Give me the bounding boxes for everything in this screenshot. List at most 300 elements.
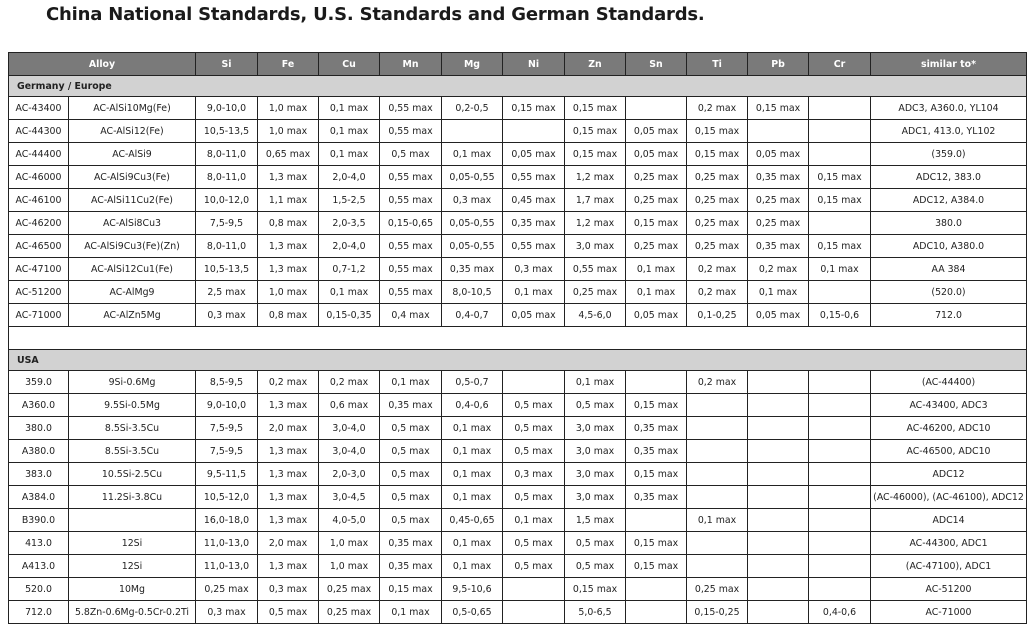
table-cell: 8,5-9,5	[196, 371, 258, 394]
table-cell: 0,25 max	[319, 578, 380, 601]
table-cell: 3,0-4,0	[319, 440, 380, 463]
table-cell: 1,5 max	[565, 509, 626, 532]
table-cell: 0,55 max	[503, 166, 565, 189]
table-cell: 0,5 max	[380, 486, 442, 509]
table-cell: 0,15-0,25	[687, 601, 748, 624]
table-cell: 0,1 max	[626, 258, 687, 281]
table-cell: 0,5 max	[503, 486, 565, 509]
table-cell: 0,2-0,5	[442, 97, 503, 120]
table-cell	[626, 97, 687, 120]
table-cell: 0,25 max	[748, 189, 809, 212]
table-cell	[687, 440, 748, 463]
table-cell: 0,35 max	[626, 440, 687, 463]
section-header	[9, 350, 1027, 371]
table-cell: 0,15 max	[380, 578, 442, 601]
alloy-standards-table	[8, 52, 1027, 624]
table-cell: 1,7 max	[565, 189, 626, 212]
table-cell: 0,05-0,55	[442, 212, 503, 235]
table-row	[9, 509, 1027, 532]
table-cell: 0,1 max	[442, 532, 503, 555]
table-cell: 7,5-9,5	[196, 417, 258, 440]
table-cell: 0,55 max	[380, 189, 442, 212]
table-cell: 10.5Si-2.5Cu	[69, 463, 196, 486]
header-zn: Zn	[565, 53, 626, 76]
table-cell: 10,5-12,0	[196, 486, 258, 509]
table-cell: 359.0	[9, 371, 69, 394]
table-cell: 0,1 max	[380, 601, 442, 624]
table-cell: 1,3 max	[258, 509, 319, 532]
header-mn: Mn	[380, 53, 442, 76]
table-cell: 0,3 max	[442, 189, 503, 212]
table-cell: 0,55 max	[565, 258, 626, 281]
table-cell	[809, 417, 871, 440]
table-cell: AC-46200	[9, 212, 69, 235]
table-cell: 9Si-0.6Mg	[69, 371, 196, 394]
table-cell: 0,1 max	[442, 486, 503, 509]
table-cell: 0,1 max	[565, 371, 626, 394]
table-cell: 0,15 max	[809, 235, 871, 258]
table-cell: 2,0 max	[258, 417, 319, 440]
table-cell: 0,5 max	[503, 417, 565, 440]
table-cell: (AC-47100), ADC1	[871, 555, 1027, 578]
table-row	[9, 532, 1027, 555]
table-cell: 9,5-11,5	[196, 463, 258, 486]
table-row	[9, 189, 1027, 212]
table-cell: 0,8 max	[258, 304, 319, 327]
table-cell: 3,0 max	[565, 440, 626, 463]
table-cell: 0,1 max	[442, 417, 503, 440]
table-cell: 0,3 max	[196, 601, 258, 624]
table-cell: 0,5 max	[503, 440, 565, 463]
table-cell	[626, 601, 687, 624]
table-cell	[809, 281, 871, 304]
table-cell: 9,0-10,0	[196, 97, 258, 120]
table-cell: 0,3 max	[503, 463, 565, 486]
table-cell: 10Mg	[69, 578, 196, 601]
table-cell: 0,15 max	[809, 166, 871, 189]
table-cell: 0,05-0,55	[442, 166, 503, 189]
table-cell: ADC12, A384.0	[871, 189, 1027, 212]
header-similar-to: similar to*	[871, 53, 1027, 76]
table-cell: 0,15 max	[565, 97, 626, 120]
table-cell: 0,5 max	[380, 509, 442, 532]
table-cell	[748, 394, 809, 417]
table-cell: 0,25 max	[626, 166, 687, 189]
table-cell: 0,5 max	[503, 555, 565, 578]
table-cell: 0,15 max	[626, 212, 687, 235]
table-cell: AC-43400, ADC3	[871, 394, 1027, 417]
table-cell: 0,1 max	[748, 281, 809, 304]
table-cell: A380.0	[9, 440, 69, 463]
table-cell: 0,6 max	[319, 394, 380, 417]
table-cell: ADC10, A380.0	[871, 235, 1027, 258]
table-cell: 0,5 max	[380, 463, 442, 486]
table-cell: 520.0	[9, 578, 69, 601]
table-cell: 0,1 max	[442, 440, 503, 463]
table-cell: 0,25 max	[687, 235, 748, 258]
table-cell: 0,5-0,7	[442, 371, 503, 394]
table-cell: AC-51200	[9, 281, 69, 304]
table-cell: 0,5 max	[565, 394, 626, 417]
table-cell	[748, 440, 809, 463]
table-row	[9, 601, 1027, 624]
table-cell: 0,4-0,6	[442, 394, 503, 417]
table-cell: 0,2 max	[687, 97, 748, 120]
table-cell: AC-AlSi12(Fe)	[69, 120, 196, 143]
table-cell: 2,0 max	[258, 532, 319, 555]
table-cell: 0,55 max	[380, 120, 442, 143]
table-row	[9, 578, 1027, 601]
table-cell	[503, 120, 565, 143]
table-cell: 0,35 max	[748, 235, 809, 258]
table-cell: AC-AlSi9	[69, 143, 196, 166]
table-cell: 0,1 max	[503, 509, 565, 532]
table-cell	[748, 371, 809, 394]
table-cell: 0,1 max	[626, 281, 687, 304]
table-cell: ADC12	[871, 463, 1027, 486]
table-cell: 0,4-0,6	[809, 601, 871, 624]
table-cell: 0,2 max	[687, 281, 748, 304]
table-cell: 0,65 max	[258, 143, 319, 166]
table-cell: 0,8 max	[258, 212, 319, 235]
table-row	[9, 166, 1027, 189]
table-cell: 0,35 max	[380, 394, 442, 417]
table-cell: 0,5 max	[380, 417, 442, 440]
table-cell: 1,2 max	[565, 166, 626, 189]
table-cell: 0,5 max	[565, 532, 626, 555]
table-cell	[809, 212, 871, 235]
table-row	[9, 258, 1027, 281]
table-cell	[626, 578, 687, 601]
table-cell	[748, 509, 809, 532]
table-cell	[748, 417, 809, 440]
table-cell: 0,5 max	[258, 601, 319, 624]
table-cell: 0,25 max	[626, 235, 687, 258]
table-cell: 9,5-10,6	[442, 578, 503, 601]
table-cell: 0,1 max	[442, 555, 503, 578]
table-cell: 7,5-9,5	[196, 440, 258, 463]
table-cell: 0,1 max	[442, 143, 503, 166]
table-cell: 2,5 max	[196, 281, 258, 304]
table-cell: (359.0)	[871, 143, 1027, 166]
section-label: USA	[9, 350, 1027, 371]
table-row	[9, 281, 1027, 304]
table-cell	[809, 394, 871, 417]
table-cell: AC-AlSi9Cu3(Fe)	[69, 166, 196, 189]
table-cell: 0,35 max	[748, 166, 809, 189]
table-cell	[687, 555, 748, 578]
header-alloy: Alloy	[9, 53, 196, 76]
table-cell: 380.0	[871, 212, 1027, 235]
table-cell	[809, 463, 871, 486]
table-cell	[809, 440, 871, 463]
table-cell: AC-AlSi12Cu1(Fe)	[69, 258, 196, 281]
header-si: Si	[196, 53, 258, 76]
table-cell: AC-AlMg9	[69, 281, 196, 304]
table-cell: AA 384	[871, 258, 1027, 281]
table-cell: (520.0)	[871, 281, 1027, 304]
table-cell: 0,1 max	[442, 463, 503, 486]
table-cell: 0,55 max	[503, 235, 565, 258]
table-cell: 1,0 max	[258, 281, 319, 304]
table-cell: A384.0	[9, 486, 69, 509]
table-cell: 5,0-6,5	[565, 601, 626, 624]
table-cell: 11,0-13,0	[196, 532, 258, 555]
table-cell	[626, 371, 687, 394]
table-cell: 0,15 max	[626, 463, 687, 486]
table-cell	[809, 555, 871, 578]
table-cell	[748, 555, 809, 578]
table-cell: 0,3 max	[503, 258, 565, 281]
table-cell: 0,2 max	[687, 371, 748, 394]
table-cell: 12Si	[69, 532, 196, 555]
table-cell: 413.0	[9, 532, 69, 555]
table-cell: 11,0-13,0	[196, 555, 258, 578]
table-cell	[503, 601, 565, 624]
table-cell: 0,5 max	[380, 143, 442, 166]
table-cell	[687, 417, 748, 440]
table-cell: 1,3 max	[258, 555, 319, 578]
table-cell: 0,1 max	[809, 258, 871, 281]
table-cell: 0,15 max	[565, 578, 626, 601]
table-row	[9, 304, 1027, 327]
table-cell: AC-46200, ADC10	[871, 417, 1027, 440]
header-row	[9, 53, 1027, 76]
table-cell: 1,0 max	[319, 555, 380, 578]
table-cell: 0,25 max	[687, 578, 748, 601]
header-ti: Ti	[687, 53, 748, 76]
table-cell: 0,45 max	[503, 189, 565, 212]
table-cell: 8.5Si-3.5Cu	[69, 417, 196, 440]
table-cell: AC-AlZn5Mg	[69, 304, 196, 327]
table-row	[9, 555, 1027, 578]
table-cell	[69, 509, 196, 532]
table-row	[9, 143, 1027, 166]
table-cell: 0,35 max	[380, 532, 442, 555]
table-cell: ADC12, 383.0	[871, 166, 1027, 189]
table-cell: 1,3 max	[258, 166, 319, 189]
table-row	[9, 440, 1027, 463]
table-cell: 712.0	[9, 601, 69, 624]
table-cell: 0,05 max	[748, 143, 809, 166]
table-cell: 1,0 max	[258, 97, 319, 120]
table-cell: 0,1 max	[319, 281, 380, 304]
table-cell: 0,05 max	[503, 304, 565, 327]
table-cell	[809, 578, 871, 601]
table-row	[9, 463, 1027, 486]
header-cr: Cr	[809, 53, 871, 76]
table-cell: 3,0-4,0	[319, 417, 380, 440]
table-cell: 0,15-0,35	[319, 304, 380, 327]
table-cell: 1,3 max	[258, 258, 319, 281]
table-cell: 0,15 max	[809, 189, 871, 212]
table-row	[9, 235, 1027, 258]
table-cell: 0,4 max	[380, 304, 442, 327]
table-cell: 0,15-0,6	[809, 304, 871, 327]
table-cell: 1,1 max	[258, 189, 319, 212]
table-cell: 0,25 max	[565, 281, 626, 304]
header-fe: Fe	[258, 53, 319, 76]
section-header	[9, 76, 1027, 97]
table-cell: 0,2 max	[258, 371, 319, 394]
table-cell: 0,05 max	[626, 304, 687, 327]
table-row	[9, 417, 1027, 440]
page-title: China National Standards, U.S. Standards and German Standards.	[46, 4, 705, 25]
table-cell: 712.0	[871, 304, 1027, 327]
table-cell	[687, 532, 748, 555]
table-cell: 8,0-11,0	[196, 143, 258, 166]
table-cell: 0,2 max	[687, 258, 748, 281]
table-cell: 1,3 max	[258, 463, 319, 486]
table-cell: AC-44300	[9, 120, 69, 143]
table-cell: 0,05-0,55	[442, 235, 503, 258]
table-cell: 1,3 max	[258, 394, 319, 417]
table-cell: 8,0-11,0	[196, 166, 258, 189]
header-sn: Sn	[626, 53, 687, 76]
table-cell: 0,25 max	[687, 189, 748, 212]
table-cell: 0,05 max	[503, 143, 565, 166]
table-cell: 1,0 max	[319, 532, 380, 555]
header-ni: Ni	[503, 53, 565, 76]
table-cell: 0,5 max	[503, 394, 565, 417]
table-cell: ADC1, 413.0, YL102	[871, 120, 1027, 143]
table-cell	[809, 371, 871, 394]
table-cell: 2,0-3,0	[319, 463, 380, 486]
table-cell: 0,1 max	[503, 281, 565, 304]
table-cell: 11.2Si-3.8Cu	[69, 486, 196, 509]
table-cell: ADC14	[871, 509, 1027, 532]
table-cell	[809, 486, 871, 509]
table-cell: AC-71000	[9, 304, 69, 327]
table-cell	[809, 509, 871, 532]
table-cell: 0,05 max	[748, 304, 809, 327]
table-cell: 0,4-0,7	[442, 304, 503, 327]
table-cell: 2,0-3,5	[319, 212, 380, 235]
table-cell: AC-AlSi9Cu3(Fe)(Zn)	[69, 235, 196, 258]
table-cell	[442, 120, 503, 143]
spacer-cell	[9, 327, 1027, 350]
table-cell: AC-51200	[871, 578, 1027, 601]
table-cell	[748, 578, 809, 601]
table-cell: 0,15 max	[626, 555, 687, 578]
table-cell: 8,0-11,0	[196, 235, 258, 258]
table-cell	[809, 97, 871, 120]
table-cell: 1,5-2,5	[319, 189, 380, 212]
table-cell	[503, 578, 565, 601]
table-cell: 383.0	[9, 463, 69, 486]
table-cell: 10,0-12,0	[196, 189, 258, 212]
table-cell: 0,35 max	[442, 258, 503, 281]
table-cell: 8.5Si-3.5Cu	[69, 440, 196, 463]
table-cell: 0,15 max	[626, 532, 687, 555]
table-cell: B390.0	[9, 509, 69, 532]
table-cell	[748, 463, 809, 486]
table-cell: 0,55 max	[380, 281, 442, 304]
table-cell: ADC3, A360.0, YL104	[871, 97, 1027, 120]
table-cell: 0,3 max	[196, 304, 258, 327]
table-cell: (AC-44400)	[871, 371, 1027, 394]
table-cell: 2,0-4,0	[319, 235, 380, 258]
table-cell: 0,25 max	[319, 601, 380, 624]
table-cell: AC-44400	[9, 143, 69, 166]
table-cell: AC-43400	[9, 97, 69, 120]
table-cell: AC-47100	[9, 258, 69, 281]
table-cell: 0,7-1,2	[319, 258, 380, 281]
table-cell: AC-AlSi11Cu2(Fe)	[69, 189, 196, 212]
table-cell: 0,05 max	[626, 120, 687, 143]
table-cell: 0,25 max	[687, 166, 748, 189]
table-cell: 1,3 max	[258, 440, 319, 463]
table-cell: 0,5 max	[380, 440, 442, 463]
table-cell	[748, 601, 809, 624]
table-row	[9, 212, 1027, 235]
table-cell: 0,2 max	[748, 258, 809, 281]
header-pb: Pb	[748, 53, 809, 76]
table-row	[9, 486, 1027, 509]
table-row	[9, 394, 1027, 417]
table-cell: 0,15 max	[626, 394, 687, 417]
table-row	[9, 120, 1027, 143]
table-cell: 3,0 max	[565, 235, 626, 258]
table-cell: 5.8Zn-0.6Mg-0.5Cr-0.2Ti	[69, 601, 196, 624]
table-cell: AC-46500	[9, 235, 69, 258]
table-row	[9, 97, 1027, 120]
table-cell	[687, 394, 748, 417]
table-cell: 0,25 max	[748, 212, 809, 235]
table-cell: 1,3 max	[258, 486, 319, 509]
table-cell	[687, 463, 748, 486]
table-cell: 1,0 max	[258, 120, 319, 143]
table-cell: 10,5-13,5	[196, 258, 258, 281]
table-cell: 0,1 max	[319, 120, 380, 143]
table-cell: 12Si	[69, 555, 196, 578]
table-cell: AC-71000	[871, 601, 1027, 624]
header-mg: Mg	[442, 53, 503, 76]
table-cell: 0,55 max	[380, 258, 442, 281]
table-cell: 0,45-0,65	[442, 509, 503, 532]
table-cell: 0,5 max	[503, 532, 565, 555]
table-cell: 0,55 max	[380, 235, 442, 258]
table-cell: 1,3 max	[258, 235, 319, 258]
table-cell: 0,5-0,65	[442, 601, 503, 624]
table-cell	[748, 532, 809, 555]
table-cell: 3,0 max	[565, 417, 626, 440]
table-cell	[626, 509, 687, 532]
table-cell: 0,15 max	[687, 120, 748, 143]
table-cell: AC-AlSi10Mg(Fe)	[69, 97, 196, 120]
table-cell	[687, 486, 748, 509]
table-cell: 4,0-5,0	[319, 509, 380, 532]
table-cell: 0,35 max	[503, 212, 565, 235]
table-cell: 0,3 max	[258, 578, 319, 601]
header-cu: Cu	[319, 53, 380, 76]
table-cell: (AC-46000), (AC-46100), ADC12	[871, 486, 1027, 509]
table-cell: AC-44300, ADC1	[871, 532, 1027, 555]
table-cell	[809, 143, 871, 166]
table-cell: 16,0-18,0	[196, 509, 258, 532]
table-cell: 0,15-0,65	[380, 212, 442, 235]
table-cell	[809, 120, 871, 143]
table-cell: 4,5-6,0	[565, 304, 626, 327]
table-cell: 0,1 max	[319, 97, 380, 120]
table-cell: 0,2 max	[319, 371, 380, 394]
table-cell: 0,35 max	[626, 417, 687, 440]
table-cell: 0,15 max	[503, 97, 565, 120]
table-cell: 0,1 max	[687, 509, 748, 532]
table-cell: 0,35 max	[626, 486, 687, 509]
table-cell: 380.0	[9, 417, 69, 440]
table-cell: 0,15 max	[565, 143, 626, 166]
